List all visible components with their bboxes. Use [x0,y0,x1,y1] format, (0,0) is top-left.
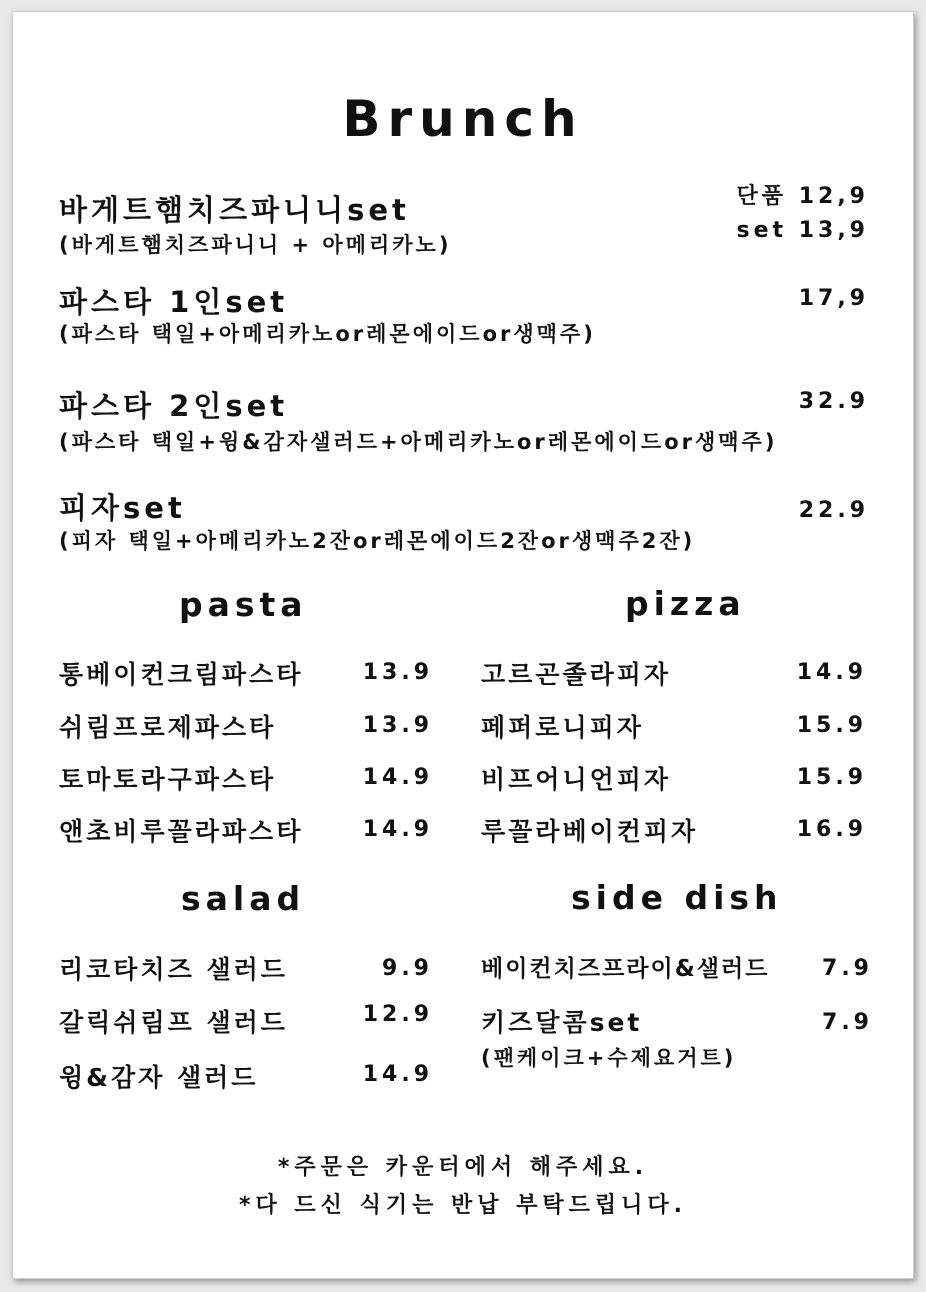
salad-item-price: 12.9 [362,1002,433,1027]
salad-item-name: 윙&감자 샐러드 [59,1063,259,1092]
section-heading-salad: salad [181,879,306,918]
set-name-panini: 바게트햄치즈파니니set [59,193,410,227]
side-item-name: 베이컨치즈프라이&샐러드 [481,956,770,982]
pizza-item-name: 고르곤졸라피자 [481,660,672,689]
pasta-item-name: 쉬림프로제파스타 [59,713,277,742]
pasta-item-name: 토마토라구파스타 [59,765,277,794]
section-heading-pasta: pasta [179,585,308,624]
pizza-item-price: 14.9 [796,660,867,685]
set-name-pasta-2: 파스타 2인set [59,389,289,423]
footer-note-return-dishes: *다 드신 식기는 반납 부탁드립니다. [238,1193,688,1218]
set-desc-panini: (바게트햄치즈파니니 + 아메리카노) [59,233,452,257]
set-desc-pasta-1: (파스타 택일+아메리카노or레몬에이드or생맥주) [59,322,596,346]
pasta-item-name: 앤초비루꼴라파스타 [59,817,304,846]
set-desc-pizza: (피자 택일+아메리카노2잔or레몬에이드2잔or생맥주2잔) [59,529,696,553]
set-price-single-panini: 단품 12,9 [736,184,869,209]
side-item-name: 키즈달콤set [481,1008,643,1037]
pizza-item-price: 15.9 [796,713,867,738]
section-heading-side-dish: side dish [571,878,783,917]
set-name-pizza: 피자set [59,491,186,525]
pasta-item-price: 14.9 [362,817,433,842]
footer-note-order: *주문은 카운터에서 해주세요. [277,1155,649,1180]
set-name-pasta-1: 파스타 1인set [59,285,289,319]
menu-title: Brunch [342,90,584,148]
side-item-price: 7.9 [822,1010,873,1035]
pizza-item-price: 15.9 [796,765,867,790]
pasta-item-price: 13.9 [362,660,433,685]
section-heading-pizza: pizza [625,584,746,623]
salad-item-price: 14.9 [362,1062,433,1087]
side-item-price: 7.9 [822,956,873,981]
set-price-set-panini: set 13,9 [736,218,869,243]
pasta-item-name: 통베이컨크림파스타 [59,660,304,689]
pizza-item-name: 루꼴라베이컨피자 [481,817,699,846]
set-desc-pasta-2: (파스타 택일+윙&감자샐러드+아메리카노or레몬에이드or생맥주) [59,430,778,454]
menu-sheet [12,11,914,1279]
salad-item-price: 9.9 [382,956,433,981]
pasta-item-price: 13.9 [362,713,433,738]
pizza-item-name: 페퍼로니피자 [481,713,644,742]
set-price-pasta-1: 17,9 [798,286,869,311]
pizza-item-name: 비프어니언피자 [481,765,672,794]
side-item-desc: (팬케이크+수제요거트) [481,1046,737,1070]
set-price-pizza: 22.9 [798,498,869,523]
salad-item-name: 갈릭쉬림프 샐러드 [59,1008,288,1037]
pizza-item-price: 16.9 [796,817,867,842]
salad-item-name: 리코타치즈 샐러드 [59,955,288,984]
pasta-item-price: 14.9 [362,765,433,790]
set-price-pasta-2: 32.9 [798,389,869,414]
